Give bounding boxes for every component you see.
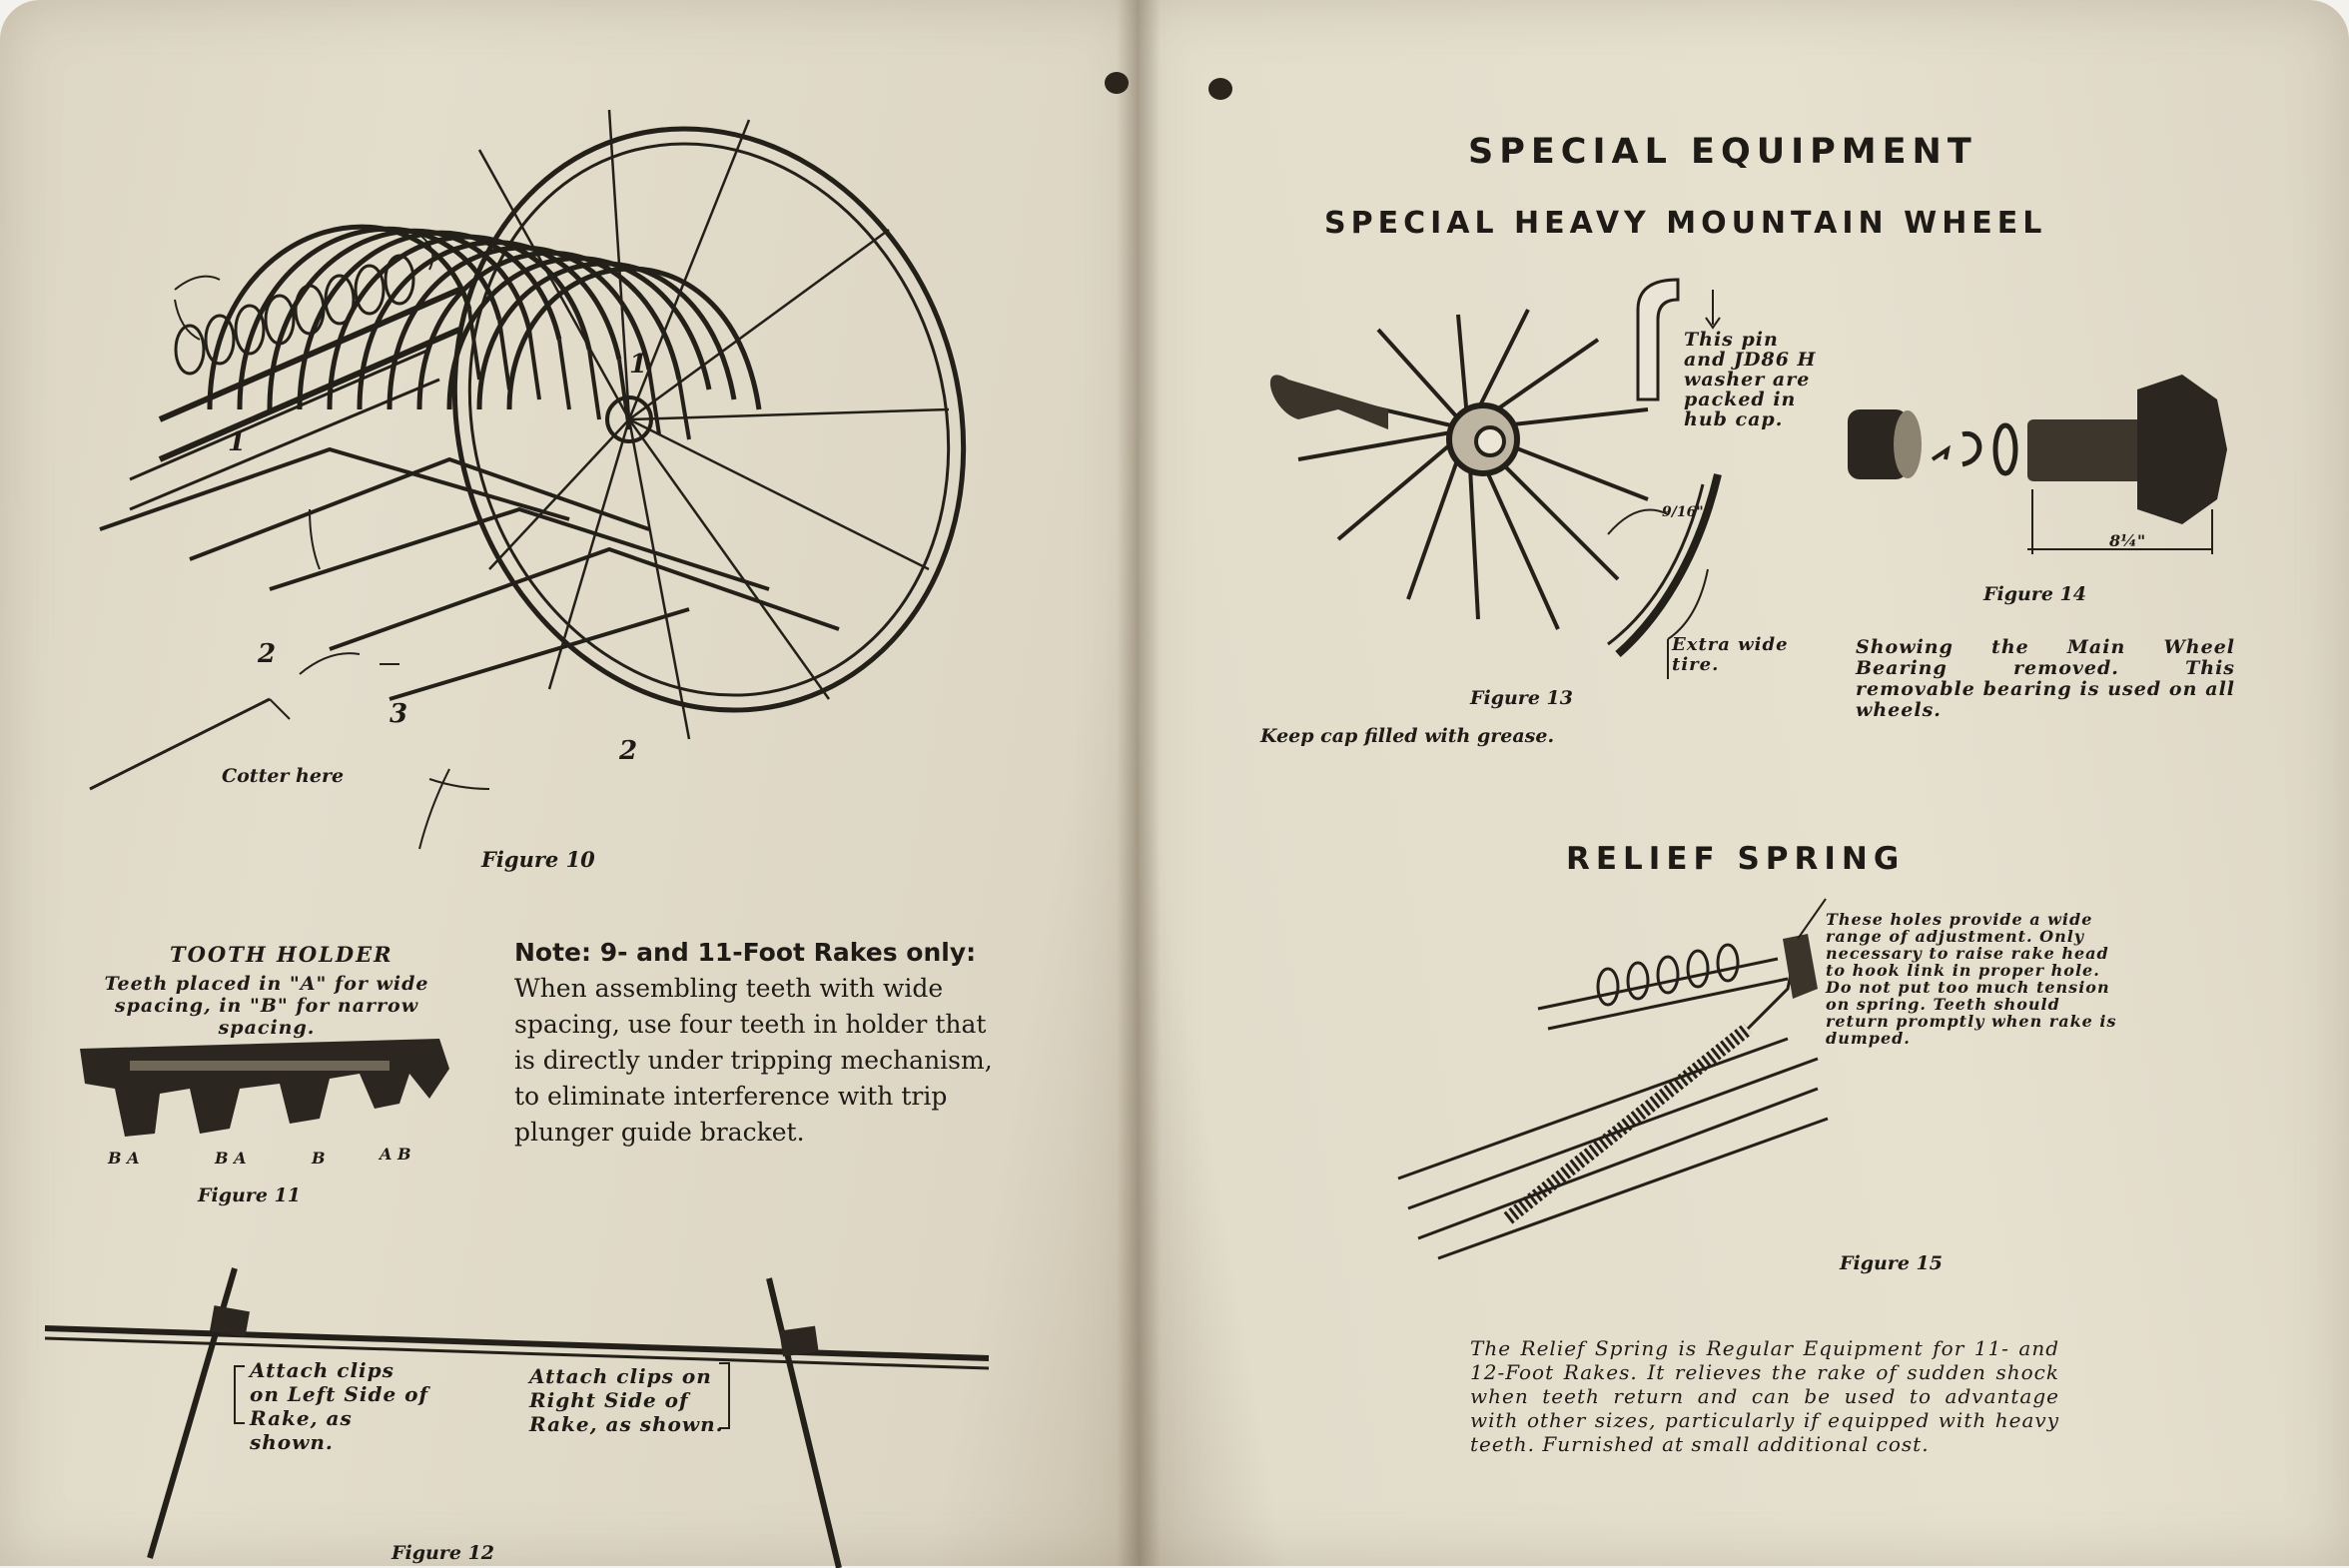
relief-spring-illustration (1388, 919, 1828, 1298)
slot-letters: B (312, 1149, 326, 1168)
figure-11-caption: Figure 11 (198, 1184, 301, 1206)
attach-left-text: Attach clips on Left Side of Rake, as shown. (250, 1358, 429, 1454)
section-title: SPECIAL EQUIPMENT (1468, 132, 1977, 172)
note-block (514, 935, 1014, 1151)
figure-13-caption: Figure 13 (1470, 687, 1573, 709)
dimension-9-16: 9/16" (1662, 504, 1704, 520)
binding-hole (1105, 72, 1129, 94)
adjustment-holes-note: These holes provide a wide range of adjustment. Only necessary to raise rake head to hook link in proper hole. Do not put too much tension on spring. Teeth should return promptly when rake is dumped. (1826, 910, 2117, 1048)
tooth-holder-description: Teeth placed in "A" for wide spacing, in "B" for narrow spacing. (104, 973, 429, 1039)
note-body: When assembling teeth with wide spacing, use four teeth in holder that is directly under tripping mechanism, to eliminate interference with trip plunger guide bracket. (514, 974, 993, 1147)
cotter-label: Cotter here (222, 765, 345, 787)
figure-15-caption: Figure 15 (1840, 1252, 1943, 1274)
clip-attachment-illustration (40, 1248, 999, 1568)
attach-right-text: Attach clips on Right Side of Rake, as shown. (529, 1364, 724, 1436)
slot-letters: B A (215, 1149, 247, 1168)
figure-14-caption: Figure 14 (1983, 583, 2086, 605)
slot-letters: A B (380, 1145, 411, 1164)
figure-10-caption: Figure 10 (481, 847, 595, 872)
callout-1b: 1 (629, 350, 648, 380)
tooth-holder-title: TOOTH HOLDER (170, 942, 393, 967)
wheel-bearing-illustration (1838, 360, 2237, 579)
binding-hole (1208, 78, 1232, 100)
extra-wide-tire-label: Extra wide tire. (1672, 634, 1789, 675)
figure-12-caption: Figure 12 (392, 1542, 494, 1564)
callout-2b: 2 (619, 736, 638, 766)
note-heading: Note: 9- and 11-Foot Rakes only: (514, 938, 977, 967)
pin-note: This pin and JD86 H washer are packed in hub cap. (1684, 329, 1817, 430)
keep-cap-note: Keep cap filled with grease. (1260, 725, 1555, 747)
callout-2a: 2 (258, 639, 277, 669)
tooth-holder-illustration (80, 1029, 459, 1139)
callout-3: 3 (390, 699, 408, 729)
relief-spring-title: RELIEF SPRING (1566, 841, 1906, 877)
book-gutter (1117, 0, 1161, 1566)
slot-letters: B A (108, 1149, 140, 1168)
rake-wheel-illustration (130, 90, 1029, 849)
bearing-note: Showing the Main Wheel Bearing removed. This removable bearing is used on all wheels. (1856, 636, 2235, 721)
callout-1a: 1 (228, 427, 247, 457)
dimension-8-1-4: 8¼" (2109, 531, 2146, 550)
relief-spring-description: The Relief Spring is Regular Equipment for 11- and 12-Foot Rakes. It relieves the rake of sudden shock when teeth return and can be used to advantage with other sizes, particularly if equipped with heavy teeth. Furnished at small additional cost. (1470, 1336, 2059, 1456)
section-subtitle: SPECIAL HEAVY MOUNTAIN WHEEL (1324, 206, 2047, 241)
